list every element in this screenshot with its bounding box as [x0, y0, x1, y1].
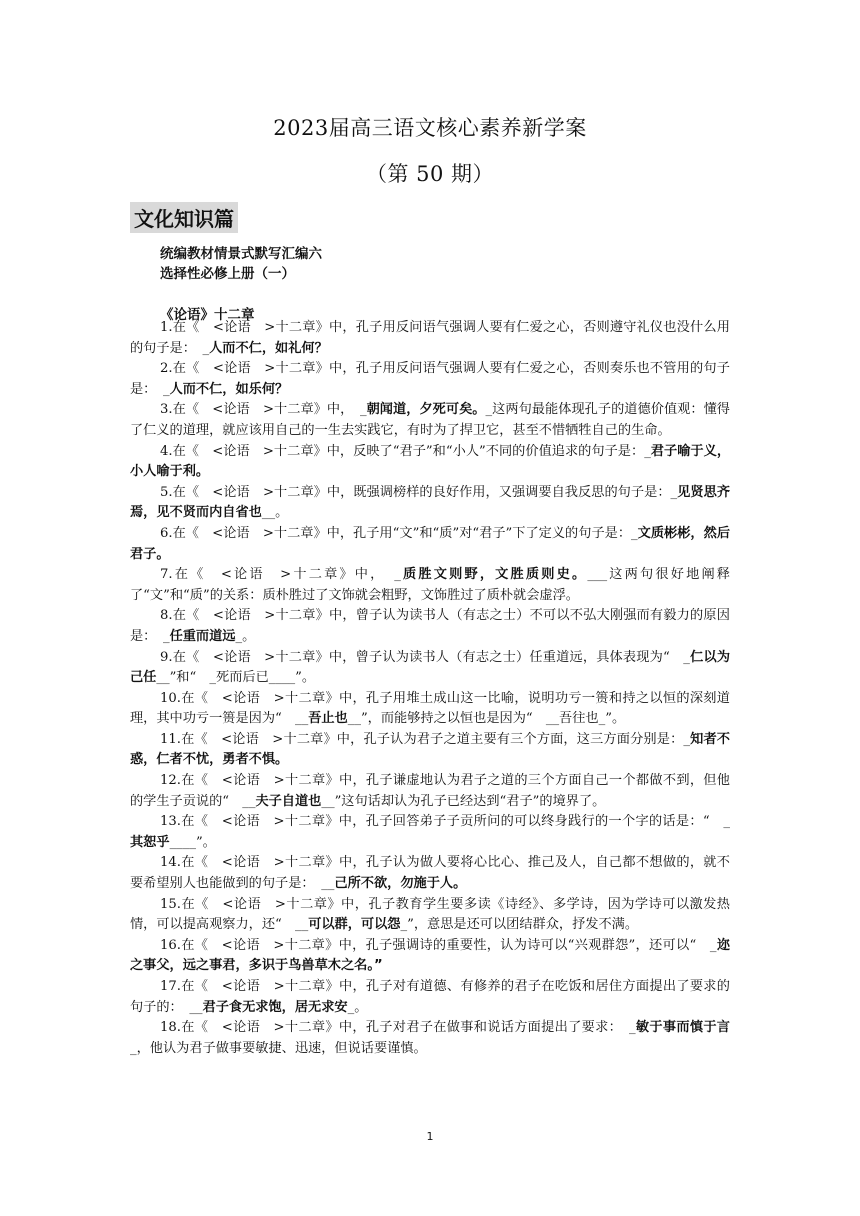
answer-text: 己所不欲，勿施于人。 — [334, 876, 467, 892]
question-item — [130, 853, 730, 894]
question-text: 7.在《 <论语 >十二章》中， _ — [160, 567, 401, 583]
answer-text: 其恕乎 — [130, 834, 170, 850]
question-text: 5.在《 <论语 >十二章》中，既强调榜样的良好作用，又强调要自我反思的句子是：_ — [160, 484, 678, 500]
answer-text: 迩之事父，远之事君，多识于鸟兽草木之名。” — [130, 937, 731, 974]
question-item — [130, 689, 730, 730]
question-item — [130, 936, 730, 977]
question-text: 13.在《 <论语 >十二章》中，孔子回答弟子子贡所问的可以终身践行的一个字的话是：“ _ — [160, 814, 730, 830]
answer-text: 人而不仁，如乐何？ — [169, 381, 289, 397]
question-tail: _”，意思是还可以团结群众，抒发不满。 — [400, 917, 639, 933]
answer-text: 夫子自道也 — [255, 793, 322, 809]
section-heading: 文化知识篇 — [130, 202, 238, 233]
question-text: 18.在《 <论语 >十二章》中，孔子对君子在做事和说话方面提出了要求： _ — [160, 1020, 636, 1036]
section-subtitle-2: 选择性必修上册（一） — [160, 266, 295, 282]
answer-text: 敏于事而慎于言 — [635, 1020, 730, 1036]
question-text: 12.在《 <论语 >十二章》中，孔子谦虚地认为君子之道的三个方面自己一个都做不到，但他的学生子贡说的“ __ — [130, 773, 730, 809]
answer-text: 可以群，可以怨 — [308, 917, 401, 933]
answer-text: 知者不惑，仁者不忧，勇者不惧。 — [130, 731, 730, 768]
question-item — [130, 318, 730, 359]
question-tail: __”，而能够持之以恒也是因为“ __吾往也_”。 — [347, 711, 626, 727]
question-item — [130, 606, 730, 647]
question-item — [130, 1018, 730, 1059]
question-text: 17.在《 <论语 >十二章》中，孔子对有道德、有修养的君子在吃饭和居住方面提出了要求的句子的： __ — [130, 979, 730, 1015]
question-text: 3.在《 <论语 >十二章》中， _ — [160, 402, 367, 418]
question-tail: _。 — [347, 999, 368, 1015]
answer-text: 君子食无求饱，居无求安 — [202, 999, 348, 1015]
question-item — [130, 812, 730, 853]
document-title: 2023届高三语文核心素养新学案 — [273, 116, 587, 140]
question-tail: _这两句最能体现孔子的道德价值观：懂得了仁义的道理，就应该用自己的一生去实践它，有时为了捍卫它，甚至不惜牺牲自己的生命。 — [130, 402, 730, 438]
question-text: 11.在《 <论语 >十二章》中，孔子认为君子之道主要有三个方面，这三方面分别是：_ — [160, 731, 690, 747]
issue-number: （第 50 期） — [365, 162, 495, 186]
answer-text: 人而不仁，如礼何？ — [209, 340, 328, 356]
question-text: 10.在《 <论语 >十二章》中，孔子用堆土成山这一比喻，说明功亏一篑和持之以恒的深刻道理，其中功亏一篑是因为“ __ — [130, 690, 730, 727]
question-tail: ___这两句很好地阐释了“文”和“质”的关系：质朴胜过了文饰就会粗野，文饰胜过了质朴就会虚浮。 — [130, 567, 730, 603]
answer-text: 朝闻道，夕死可矣。 — [366, 402, 486, 418]
answer-text: 见贤思齐焉，见不贤而内自省也 — [130, 484, 731, 521]
question-item — [130, 359, 730, 400]
question-text: 1.在《 <论语 >十二章》中，孔子用反问语气强调人要有仁爱之心，否则遵守礼仪也没什么用的句子是： _ — [130, 320, 730, 356]
question-item — [130, 895, 730, 936]
question-item — [130, 565, 730, 606]
question-text: 2.在《 <论语 >十二章》中，孔子用反问语气强调人要有仁爱之心，否则奏乐也不管用的句子是： _ — [130, 361, 730, 397]
question-text: 8.在《 <论语 >十二章》中，曾子认为读书人（有志之士）不可以不弘大刚强而有毅力的原因是： _ — [130, 608, 730, 644]
chapter-title: 《论语》十二章 — [160, 307, 255, 323]
question-text: 16.在《 <论语 >十二章》中，孔子强调诗的重要性，认为诗可以“兴观群怨”，还可以“ _ — [160, 937, 717, 953]
question-tail: __。 — [261, 505, 289, 521]
question-item — [130, 400, 730, 441]
question-tail: _，他认为君子做事要敏捷、迅速，但说话要谨慎。 — [130, 1040, 427, 1056]
question-item — [130, 524, 730, 565]
question-text: 14.在《 <论语 >十二章》中，孔子认为做人要将心比心、推己及人，自己都不想做的，就不要希望别人也能做到的句子是： __ — [130, 855, 730, 892]
page-number: 1 — [426, 1130, 434, 1143]
answer-text: 君子喻于义，小人喻于利。 — [130, 443, 731, 480]
answer-text: 任重而道远 — [169, 628, 236, 644]
question-text: 6.在《 <论语 >十二章》中，孔子用“文”和“质”对“君子”下了定义的句子是：_ — [160, 525, 638, 541]
question-item — [130, 977, 730, 1018]
question-item — [130, 648, 730, 689]
question-list — [130, 318, 730, 1059]
question-item — [130, 771, 730, 812]
section-subtitle-1: 统编教材情景式默写汇编六 — [160, 246, 322, 262]
question-tail: ____”。 — [169, 834, 216, 850]
answer-text: 仁以为己任 — [130, 649, 731, 686]
question-item — [130, 442, 730, 483]
answer-text: 文质彬彬，然后君子。 — [130, 525, 731, 562]
question-tail: __”这句话却认为孔子已经达到“君子”的境界了。 — [321, 793, 606, 809]
question-text: 9.在《 <论语 >十二章》中，曾子认为读书人（有志之士）任重道远，具体表现为“ _ — [160, 649, 690, 665]
question-tail: __”和“ _死而后已____”。 — [156, 670, 316, 686]
question-text: 15.在《 <论语 >十二章》中，孔子教育学生要多读《诗经》、多学诗，因为学诗可以激发热情，可以提高观察力，还“ __ — [130, 896, 730, 933]
question-tail: _。 — [235, 628, 256, 644]
answer-text: 吾止也 — [308, 711, 348, 727]
question-text: 4.在《 <论语 >十二章》中，反映了“君子”和“小人”不同的价值追求的句子是：_ — [160, 443, 651, 459]
answer-text: 质胜文则野，文胜质则史。 — [400, 567, 588, 583]
question-item — [130, 730, 730, 771]
question-item — [130, 483, 730, 524]
